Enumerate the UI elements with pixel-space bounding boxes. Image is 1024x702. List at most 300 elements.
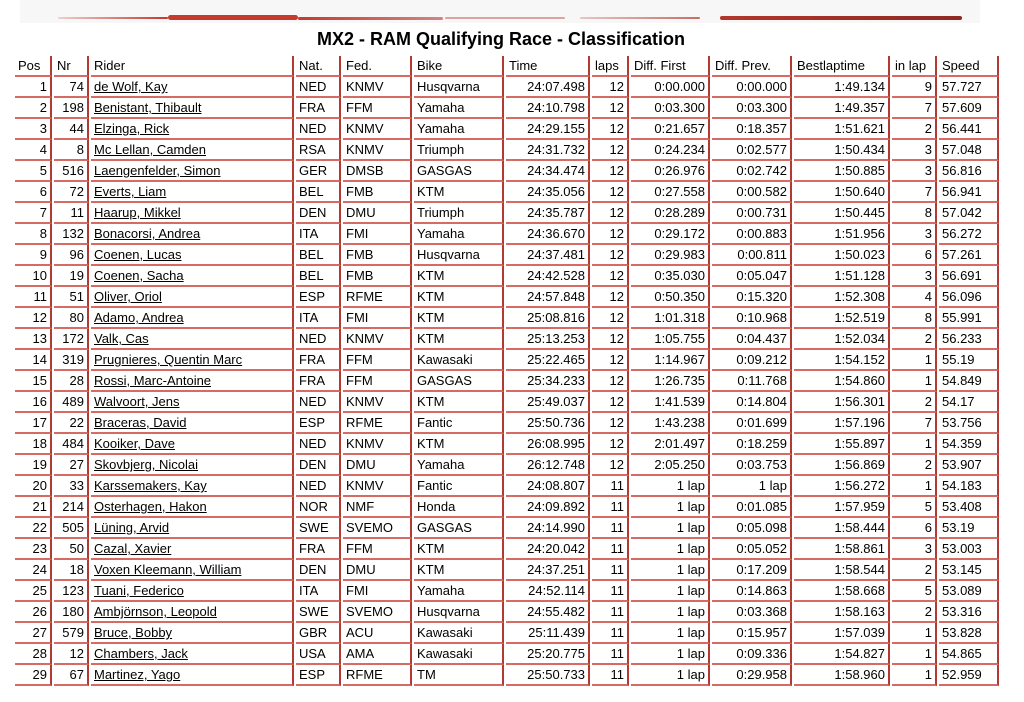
cell-speed: 55.991 — [939, 308, 999, 329]
cell-diff-prev: 0:10.968 — [712, 308, 792, 329]
cell-fed: RFME — [343, 287, 412, 308]
cell-nat: ESP — [296, 287, 341, 308]
cell-laps: 12 — [592, 455, 629, 476]
cell-time: 25:13.253 — [506, 329, 590, 350]
table-row — [15, 119, 999, 140]
cell-rider — [91, 287, 294, 308]
cell-speed: 56.272 — [939, 224, 999, 245]
cell-laps: 11 — [592, 623, 629, 644]
rider-link[interactable]: Voxen Kleemann, William — [94, 562, 242, 577]
cell-nr: 12 — [54, 644, 89, 665]
cell-rider — [91, 434, 294, 455]
cell-laps: 12 — [592, 413, 629, 434]
cell-fed: DMSB — [343, 161, 412, 182]
cell-fed: FMI — [343, 308, 412, 329]
cell-diff-first: 1 lap — [631, 539, 710, 560]
cell-diff-first: 0:26.976 — [631, 161, 710, 182]
brush-stroke — [445, 17, 565, 19]
cell-diff-first: 0:00.000 — [631, 77, 710, 98]
cell-fed: FFM — [343, 98, 412, 119]
cell-in-lap: 5 — [892, 497, 937, 518]
cell-fed: SVEMO — [343, 602, 412, 623]
cell-diff-prev: 0:03.753 — [712, 455, 792, 476]
cell-bike: Yamaha — [414, 224, 504, 245]
table-row — [15, 413, 999, 434]
cell-rider — [91, 371, 294, 392]
cell-diff-prev: 0:14.863 — [712, 581, 792, 602]
cell-laps: 12 — [592, 182, 629, 203]
cell-laps: 12 — [592, 77, 629, 98]
rider-link[interactable]: Cazal, Xavier — [94, 541, 172, 556]
cell-pos: 11 — [15, 287, 52, 308]
cell-in-lap: 1 — [892, 623, 937, 644]
cell-bike: Husqvarna — [414, 77, 504, 98]
cell-nat: ITA — [296, 581, 341, 602]
cell-bestlaptime: 1:56.869 — [794, 455, 890, 476]
cell-bestlaptime: 1:57.196 — [794, 413, 890, 434]
table-row — [15, 665, 999, 686]
cell-bike: KTM — [414, 560, 504, 581]
cell-diff-first: 0:03.300 — [631, 98, 710, 119]
table-row — [15, 434, 999, 455]
cell-fed: KNMV — [343, 392, 412, 413]
cell-nr: 489 — [54, 392, 89, 413]
cell-rider — [91, 413, 294, 434]
cell-nat: NED — [296, 434, 341, 455]
cell-speed: 53.089 — [939, 581, 999, 602]
cell-in-lap: 2 — [892, 602, 937, 623]
cell-nr: 51 — [54, 287, 89, 308]
cell-rider — [91, 455, 294, 476]
cell-speed: 53.145 — [939, 560, 999, 581]
cell-rider — [91, 77, 294, 98]
cell-diff-first: 1 lap — [631, 623, 710, 644]
cell-diff-prev: 0:00.811 — [712, 245, 792, 266]
cell-in-lap: 2 — [892, 455, 937, 476]
cell-bike: KTM — [414, 434, 504, 455]
cell-laps: 11 — [592, 665, 629, 686]
rider-link[interactable]: Braceras, David — [94, 415, 187, 430]
cell-bestlaptime: 1:49.134 — [794, 77, 890, 98]
cell-fed: NMF — [343, 497, 412, 518]
cell-bike: KTM — [414, 287, 504, 308]
cell-diff-prev: 1 lap — [712, 476, 792, 497]
cell-time: 24:14.990 — [506, 518, 590, 539]
cell-diff-first: 1 lap — [631, 476, 710, 497]
cell-rider — [91, 392, 294, 413]
column-header-nat: Nat. — [296, 56, 341, 77]
rider-link[interactable]: Osterhagen, Hakon — [94, 499, 207, 514]
table-row — [15, 287, 999, 308]
cell-bike: Fantic — [414, 476, 504, 497]
cell-pos: 20 — [15, 476, 52, 497]
cell-pos: 28 — [15, 644, 52, 665]
cell-time: 25:08.816 — [506, 308, 590, 329]
cell-nr: 22 — [54, 413, 89, 434]
cell-nat: SWE — [296, 518, 341, 539]
cell-bestlaptime: 1:58.861 — [794, 539, 890, 560]
cell-diff-first: 1 lap — [631, 518, 710, 539]
cell-rider — [91, 245, 294, 266]
cell-speed: 55.19 — [939, 350, 999, 371]
cell-fed: KNMV — [343, 476, 412, 497]
brush-stroke — [580, 17, 700, 19]
cell-in-lap: 9 — [892, 77, 937, 98]
table-row — [15, 539, 999, 560]
cell-diff-first: 1:26.735 — [631, 371, 710, 392]
cell-bestlaptime: 1:50.023 — [794, 245, 890, 266]
rider-link[interactable]: Karssemakers, Kay — [94, 478, 207, 493]
cell-nr: 50 — [54, 539, 89, 560]
cell-fed: FFM — [343, 539, 412, 560]
cell-diff-prev: 0:15.957 — [712, 623, 792, 644]
cell-bestlaptime: 1:50.445 — [794, 203, 890, 224]
column-header-pos: Pos — [15, 56, 52, 77]
cell-bike: Yamaha — [414, 98, 504, 119]
classification-table — [13, 56, 1001, 686]
cell-pos: 14 — [15, 350, 52, 371]
cell-diff-first: 1 lap — [631, 644, 710, 665]
cell-in-lap: 8 — [892, 203, 937, 224]
cell-speed: 53.828 — [939, 623, 999, 644]
cell-laps: 12 — [592, 245, 629, 266]
cell-nr: 33 — [54, 476, 89, 497]
cell-diff-prev: 0:02.742 — [712, 161, 792, 182]
column-header-laps: laps — [592, 56, 629, 77]
rider-link[interactable]: Laengenfelder, Simon — [94, 163, 221, 178]
rider-link[interactable]: Coenen, Sacha — [94, 268, 184, 283]
cell-fed: FMB — [343, 245, 412, 266]
cell-speed: 54.865 — [939, 644, 999, 665]
cell-rider — [91, 140, 294, 161]
cell-bike: KTM — [414, 392, 504, 413]
table-row — [15, 371, 999, 392]
cell-diff-first: 1 lap — [631, 602, 710, 623]
cell-bike: Kawasaki — [414, 350, 504, 371]
cell-fed: AMA — [343, 644, 412, 665]
cell-in-lap: 7 — [892, 413, 937, 434]
cell-diff-first: 0:24.234 — [631, 140, 710, 161]
cell-pos: 9 — [15, 245, 52, 266]
rider-link[interactable]: Everts, Liam — [94, 184, 167, 199]
cell-diff-prev: 0:01.699 — [712, 413, 792, 434]
cell-diff-first: 2:01.497 — [631, 434, 710, 455]
cell-bestlaptime: 1:52.034 — [794, 329, 890, 350]
table-row — [15, 497, 999, 518]
cell-bike: GASGAS — [414, 371, 504, 392]
cell-bike: GASGAS — [414, 518, 504, 539]
cell-speed: 57.727 — [939, 77, 999, 98]
cell-speed: 53.756 — [939, 413, 999, 434]
cell-speed: 54.183 — [939, 476, 999, 497]
cell-laps: 12 — [592, 266, 629, 287]
cell-time: 24:20.042 — [506, 539, 590, 560]
cell-speed: 57.261 — [939, 245, 999, 266]
rider-link[interactable]: Chambers, Jack — [94, 646, 188, 661]
cell-rider — [91, 182, 294, 203]
cell-pos: 13 — [15, 329, 52, 350]
cell-bestlaptime: 1:55.897 — [794, 434, 890, 455]
cell-speed: 53.316 — [939, 602, 999, 623]
table-row — [15, 392, 999, 413]
cell-nat: NED — [296, 329, 341, 350]
cell-diff-first: 1:05.755 — [631, 329, 710, 350]
cell-bestlaptime: 1:51.128 — [794, 266, 890, 287]
cell-nat: FRA — [296, 98, 341, 119]
cell-bike: Husqvarna — [414, 245, 504, 266]
cell-bestlaptime: 1:58.544 — [794, 560, 890, 581]
cell-bestlaptime: 1:49.357 — [794, 98, 890, 119]
cell-nr: 72 — [54, 182, 89, 203]
cell-fed: KNMV — [343, 434, 412, 455]
cell-in-lap: 2 — [892, 119, 937, 140]
cell-laps: 11 — [592, 476, 629, 497]
rider-link[interactable]: Benistant, Thibault — [94, 100, 202, 115]
cell-time: 24:55.482 — [506, 602, 590, 623]
cell-time: 24:31.732 — [506, 140, 590, 161]
rider-link[interactable]: Coenen, Lucas — [94, 247, 182, 262]
cell-diff-first: 0:29.172 — [631, 224, 710, 245]
rider-link[interactable]: Ambjörnson, Leopold — [94, 604, 217, 619]
cell-in-lap: 2 — [892, 560, 937, 581]
cell-in-lap: 7 — [892, 182, 937, 203]
rider-link[interactable]: Oliver, Oriol — [94, 289, 162, 304]
cell-diff-prev: 0:17.209 — [712, 560, 792, 581]
cell-pos: 12 — [15, 308, 52, 329]
cell-fed: FFM — [343, 371, 412, 392]
table-row — [15, 224, 999, 245]
cell-nat: RSA — [296, 140, 341, 161]
table-row — [15, 581, 999, 602]
cell-in-lap: 1 — [892, 476, 937, 497]
cell-time: 24:37.251 — [506, 560, 590, 581]
cell-pos: 26 — [15, 602, 52, 623]
cell-diff-first: 1:14.967 — [631, 350, 710, 371]
cell-rider — [91, 644, 294, 665]
cell-nr: 44 — [54, 119, 89, 140]
table-row — [15, 623, 999, 644]
table-row — [15, 350, 999, 371]
cell-laps: 12 — [592, 329, 629, 350]
cell-speed: 56.816 — [939, 161, 999, 182]
column-header-bestlaptime: Bestlaptime — [794, 56, 890, 77]
cell-bestlaptime: 1:52.308 — [794, 287, 890, 308]
cell-pos: 7 — [15, 203, 52, 224]
cell-in-lap: 2 — [892, 392, 937, 413]
cell-speed: 56.233 — [939, 329, 999, 350]
rider-link[interactable]: Rossi, Marc-Antoine — [94, 373, 212, 388]
cell-bike: KTM — [414, 329, 504, 350]
cell-bike: KTM — [414, 308, 504, 329]
cell-bike: Yamaha — [414, 581, 504, 602]
rider-link[interactable]: Skovbjerg, Nicolai — [94, 457, 199, 472]
brush-stroke — [168, 15, 298, 20]
cell-nr: 214 — [54, 497, 89, 518]
cell-diff-prev: 0:14.804 — [712, 392, 792, 413]
cell-bike: Kawasaki — [414, 644, 504, 665]
cell-fed: FFM — [343, 350, 412, 371]
table-row — [15, 245, 999, 266]
table-row — [15, 140, 999, 161]
cell-bike: Triumph — [414, 203, 504, 224]
cell-diff-prev: 0:15.320 — [712, 287, 792, 308]
cell-bike: Kawasaki — [414, 623, 504, 644]
cell-bestlaptime: 1:57.959 — [794, 497, 890, 518]
cell-diff-prev: 0:00.582 — [712, 182, 792, 203]
cell-bike: TM — [414, 665, 504, 686]
cell-bestlaptime: 1:58.668 — [794, 581, 890, 602]
cell-time: 24:37.481 — [506, 245, 590, 266]
cell-nr: 579 — [54, 623, 89, 644]
cell-time: 24:57.848 — [506, 287, 590, 308]
cell-bestlaptime: 1:58.960 — [794, 665, 890, 686]
cell-bike: Fantic — [414, 413, 504, 434]
cell-nat: DEN — [296, 203, 341, 224]
rider-link[interactable]: de Wolf, Kay — [94, 79, 168, 94]
cell-nat: NOR — [296, 497, 341, 518]
cell-nr: 319 — [54, 350, 89, 371]
cell-nat: ITA — [296, 308, 341, 329]
cell-nr: 198 — [54, 98, 89, 119]
cell-speed: 56.941 — [939, 182, 999, 203]
cell-time: 24:10.798 — [506, 98, 590, 119]
cell-laps: 11 — [592, 497, 629, 518]
cell-bestlaptime: 1:50.885 — [794, 161, 890, 182]
cell-nr: 8 — [54, 140, 89, 161]
cell-nat: GBR — [296, 623, 341, 644]
column-header-diff-first: Diff. First — [631, 56, 710, 77]
cell-time: 24:07.498 — [506, 77, 590, 98]
cell-diff-prev: 0:01.085 — [712, 497, 792, 518]
column-header-nr: Nr — [54, 56, 89, 77]
cell-fed: DMU — [343, 560, 412, 581]
rider-link[interactable]: Elzinga, Rick — [94, 121, 170, 136]
cell-time: 24:35.056 — [506, 182, 590, 203]
cell-pos: 27 — [15, 623, 52, 644]
cell-nat: ESP — [296, 665, 341, 686]
rider-link[interactable]: Martinez, Yago — [94, 667, 181, 682]
cell-laps: 12 — [592, 119, 629, 140]
cell-speed: 57.042 — [939, 203, 999, 224]
cell-in-lap: 8 — [892, 308, 937, 329]
cell-fed: DMU — [343, 203, 412, 224]
cell-rider — [91, 518, 294, 539]
cell-pos: 2 — [15, 98, 52, 119]
cell-rider — [91, 266, 294, 287]
cell-laps: 12 — [592, 140, 629, 161]
cell-nat: DEN — [296, 560, 341, 581]
rider-link[interactable]: Haarup, Mikkel — [94, 205, 181, 220]
cell-diff-first: 1:01.318 — [631, 308, 710, 329]
cell-diff-first: 1 lap — [631, 581, 710, 602]
table-row — [15, 455, 999, 476]
cell-time: 25:22.465 — [506, 350, 590, 371]
cell-laps: 12 — [592, 434, 629, 455]
cell-nat: BEL — [296, 245, 341, 266]
cell-in-lap: 3 — [892, 161, 937, 182]
cell-time: 26:12.748 — [506, 455, 590, 476]
cell-diff-first: 1 lap — [631, 497, 710, 518]
cell-fed: KNMV — [343, 329, 412, 350]
cell-nr: 123 — [54, 581, 89, 602]
cell-bestlaptime: 1:57.039 — [794, 623, 890, 644]
rider-link[interactable]: Bruce, Bobby — [94, 625, 173, 640]
cell-pos: 16 — [15, 392, 52, 413]
cell-nat: NED — [296, 392, 341, 413]
cell-in-lap: 3 — [892, 539, 937, 560]
cell-bike: Yamaha — [414, 119, 504, 140]
table-row — [15, 182, 999, 203]
cell-diff-prev: 0:03.300 — [712, 98, 792, 119]
cell-nr: 67 — [54, 665, 89, 686]
brush-stroke — [720, 16, 962, 20]
cell-diff-first: 0:27.558 — [631, 182, 710, 203]
cell-time: 25:34.233 — [506, 371, 590, 392]
brush-stroke — [58, 17, 168, 19]
header-banner — [20, 0, 980, 23]
cell-laps: 11 — [592, 581, 629, 602]
cell-speed: 56.691 — [939, 266, 999, 287]
cell-pos: 17 — [15, 413, 52, 434]
cell-diff-first: 2:05.250 — [631, 455, 710, 476]
column-header-time: Time — [506, 56, 590, 77]
cell-bike: Triumph — [414, 140, 504, 161]
cell-fed: FMB — [343, 266, 412, 287]
cell-speed: 54.849 — [939, 371, 999, 392]
rider-link[interactable]: Lüning, Arvid — [94, 520, 170, 535]
rider-link[interactable]: Bonacorsi, Andrea — [94, 226, 201, 241]
cell-rider — [91, 203, 294, 224]
cell-pos: 21 — [15, 497, 52, 518]
cell-diff-first: 1 lap — [631, 560, 710, 581]
cell-in-lap: 4 — [892, 287, 937, 308]
cell-fed: ACU — [343, 623, 412, 644]
cell-time: 24:08.807 — [506, 476, 590, 497]
cell-bike: Honda — [414, 497, 504, 518]
cell-rider — [91, 581, 294, 602]
cell-rider — [91, 665, 294, 686]
cell-nat: NED — [296, 77, 341, 98]
cell-diff-prev: 0:05.047 — [712, 266, 792, 287]
rider-link[interactable]: Valk, Cas — [94, 331, 149, 346]
cell-in-lap: 6 — [892, 518, 937, 539]
rider-link[interactable]: Prugnieres, Quentin Marc — [94, 352, 243, 367]
cell-pos: 1 — [15, 77, 52, 98]
rider-link[interactable]: Walvoort, Jens — [94, 394, 180, 409]
cell-in-lap: 2 — [892, 329, 937, 350]
cell-laps: 11 — [592, 644, 629, 665]
cell-diff-prev: 0:00.883 — [712, 224, 792, 245]
cell-diff-prev: 0:00.731 — [712, 203, 792, 224]
cell-rider — [91, 98, 294, 119]
cell-laps: 12 — [592, 203, 629, 224]
cell-fed: FMI — [343, 224, 412, 245]
cell-laps: 12 — [592, 98, 629, 119]
cell-nat: FRA — [296, 350, 341, 371]
cell-rider — [91, 497, 294, 518]
cell-speed: 56.441 — [939, 119, 999, 140]
rider-link[interactable]: Tuani, Federico — [94, 583, 184, 598]
cell-diff-first: 0:21.657 — [631, 119, 710, 140]
cell-rider — [91, 329, 294, 350]
table-row — [15, 644, 999, 665]
cell-nat: FRA — [296, 539, 341, 560]
cell-bestlaptime: 1:54.860 — [794, 371, 890, 392]
rider-link[interactable]: Kooiker, Dave — [94, 436, 175, 451]
rider-link[interactable]: Adamo, Andrea — [94, 310, 184, 325]
rider-link[interactable]: Mc Lellan, Camden — [94, 142, 206, 157]
cell-rider — [91, 161, 294, 182]
